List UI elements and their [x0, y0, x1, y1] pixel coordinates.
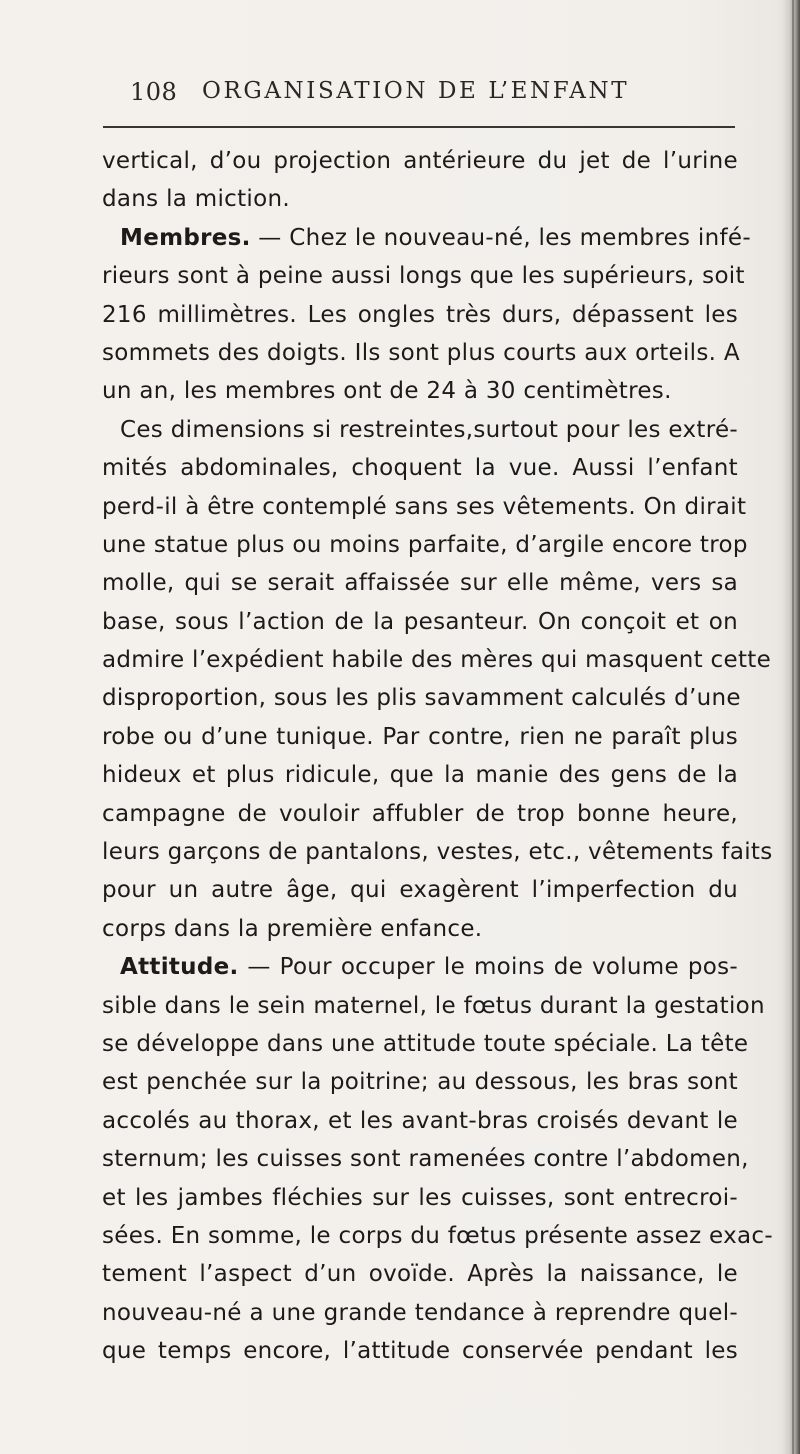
text-line: est penchée sur la poitrine; au dessous, les bras sont	[102, 1069, 738, 1096]
text-line: dans la miction.	[102, 186, 290, 213]
text-line: pour un autre âge, qui exagèrent l’imperfection du	[102, 877, 738, 904]
page-edge-shadow	[782, 0, 800, 1454]
text-line: admire l’expédient habile des mères qui masquent cette	[102, 647, 772, 674]
text-line: vertical, d’ou projection antérieure du jet de l’urine	[102, 148, 738, 174]
text-line: mités abdominales, choquent la vue. Aussi l’enfant	[102, 455, 738, 482]
text-line: sommets des doigts. Ils sont plus courts aux orteils. A	[102, 339, 740, 366]
section-heading-membres: Membres.	[120, 224, 251, 251]
text-line: une statue plus ou moins parfaite, d’argile encore trop	[102, 531, 748, 558]
text-line: base, sous l’action de la pesanteur. On conçoit et on	[102, 608, 738, 635]
text-line: perd-il à être contemplé sans ses vêtements. On dirait	[102, 493, 747, 520]
text-line: Ces dimensions si restreintes,surtout pour les extré-	[120, 416, 738, 443]
running-title: ORGANISATION DE L’ENFANT	[202, 78, 630, 104]
text-line: leurs garçons de pantalons, vestes, etc., vêtements faits	[102, 839, 773, 866]
text-line: que temps encore, l’attitude conservée pendant les	[102, 1338, 738, 1365]
page-header	[130, 78, 650, 118]
text-line: sible dans le sein maternel, le fœtus durant la gestation	[102, 992, 765, 1019]
section-heading-attitude: Attitude.	[120, 954, 239, 981]
text-line: rieurs sont à peine aussi longs que les supérieurs, soit	[102, 263, 745, 290]
text-line: Attitude. — Pour occuper le moins de volume pos-	[120, 954, 738, 981]
text-line: sées. En somme, le corps du fœtus présente assez exac-	[102, 1222, 773, 1249]
text-line: corps dans la première enfance.	[102, 915, 483, 942]
body-text	[102, 142, 773, 1371]
text-line: accolés au thorax, et les avant-bras croisés devant le	[102, 1107, 738, 1134]
text-line: et les jambes fléchies sur les cuisses, sont entrecroi-	[102, 1184, 738, 1211]
text-line: 216 millimètres. Les ongles très durs, dépassent les	[102, 301, 738, 328]
page-number: 108	[130, 78, 178, 106]
text-line: sternum; les cuisses sont ramenées contre l’abdomen,	[102, 1146, 749, 1173]
text-line: disproportion, sous les plis savamment calculés d’une	[102, 685, 741, 712]
header-rule	[103, 126, 735, 128]
page-edge-line	[792, 0, 794, 1454]
text-line: Membres. — Chez le nouveau-né, les membres infé-	[120, 224, 751, 251]
text-line: nouveau-né a une grande tendance à reprendre quel-	[102, 1299, 738, 1326]
text-line: molle, qui se serait affaissée sur elle même, vers sa	[102, 570, 738, 597]
text-line: se développe dans une attitude toute spéciale. La tête	[102, 1030, 749, 1057]
text-line: un an, les membres ont de 24 à 30 centimètres.	[102, 378, 672, 405]
text-line: robe ou d’une tunique. Par contre, rien ne paraît plus	[102, 723, 738, 750]
text-line: hideux et plus ridicule, que la manie des gens de la	[102, 762, 738, 789]
text-line: tement l’aspect d’un ovoïde. Après la naissance, le	[102, 1261, 738, 1288]
text-line: campagne de vouloir affubler de trop bonne heure,	[102, 800, 738, 827]
